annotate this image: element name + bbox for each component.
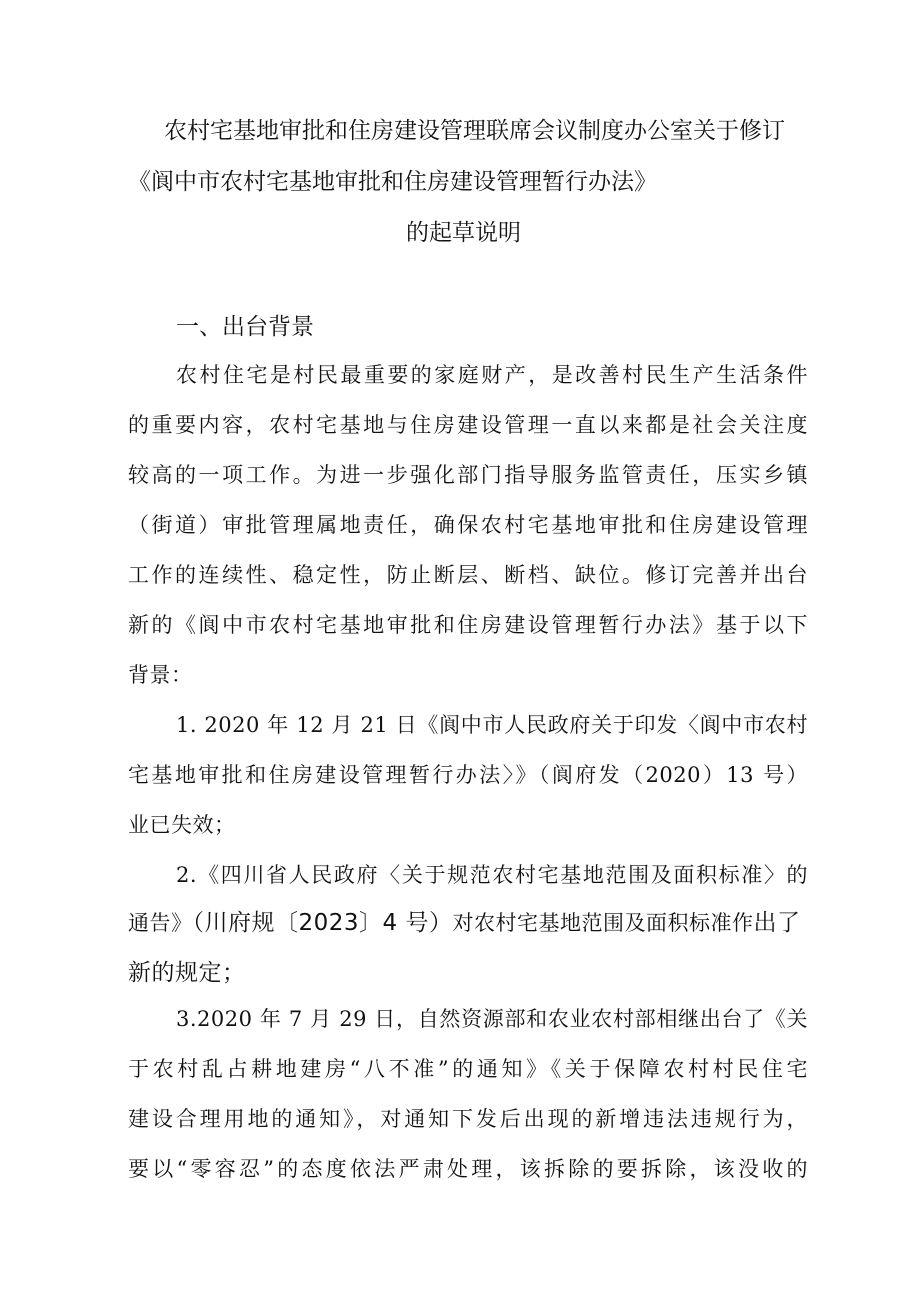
list-item-1-line: 宅基地审批和住房建设管理暂行办法〉》（阆府发（2020）13 号） <box>128 763 808 787</box>
list-item-1-line: 业已失效； <box>128 813 236 837</box>
text-run-bold-sans: （川府规〔2023〕4 号） <box>192 910 453 936</box>
section-heading: 一、出台背景 <box>176 314 314 340</box>
text-run: 对农村宅基地范围及面积标准作 <box>452 911 754 935</box>
list-item-2-line: 2.《四川省人民政府〈关于规范农村宅基地范围及面积标准〉的 <box>176 863 808 887</box>
list-item-3-line: 要以“零容忍”的态度依法严肃处理，该拆除的要拆除，该没收的 <box>128 1157 808 1181</box>
paragraph-line: （街道）审批管理属地责任，确保农村宅基地审批和住房建设管理 <box>128 513 808 537</box>
list-item-2-line: 新的规定； <box>128 960 246 986</box>
list-item-2-line-mixed <box>128 908 808 938</box>
paragraph-line: 较高的一项工作。为进一步强化部门指导服务监管责任，压实乡镇 <box>128 463 808 487</box>
paragraph-line: 背景： <box>128 663 193 687</box>
paragraph-line: 农村住宅是村民最重要的家庭财产，是改善村民生产生活条件 <box>176 363 808 387</box>
list-item-1-line: 1. 2020 年 12 月 21 日《阆中市人民政府关于印发〈阆中市农村 <box>176 713 808 737</box>
document-title-line-2: 《阆中市农村宅基地审批和住房建设管理暂行办法》 <box>128 169 657 195</box>
paragraph-line: 新的《阆中市农村宅基地审批和住房建设管理暂行办法》基于以下 <box>128 613 808 637</box>
list-item-3-line: 3.2020 年 7 月 29 日，自然资源部和农业农村部相继出台了《关 <box>176 1007 808 1031</box>
document-title-line-1: 农村宅基地审批和住房建设管理联席会议制度办公室关于修订 <box>164 118 785 144</box>
paragraph-line: 的重要内容，农村宅基地与住房建设管理一直以来都是社会关注度 <box>128 413 808 437</box>
list-item-3-line: 于农村乱占耕地建房“八不准”的通知》《关于保障农村村民住宅 <box>128 1057 808 1081</box>
document-title-line-3: 的起草说明 <box>406 220 521 246</box>
text-run: 通告》 <box>128 911 193 935</box>
text-run-bold-sans: 出了 <box>753 910 801 936</box>
paragraph-line: 工作的连续性、稳定性，防止断层、断档、缺位。修订完善并出台 <box>128 563 808 587</box>
list-item-3-line: 建设合理用地的通知》，对通知下发后出现的新增违法违规行为， <box>128 1107 808 1131</box>
